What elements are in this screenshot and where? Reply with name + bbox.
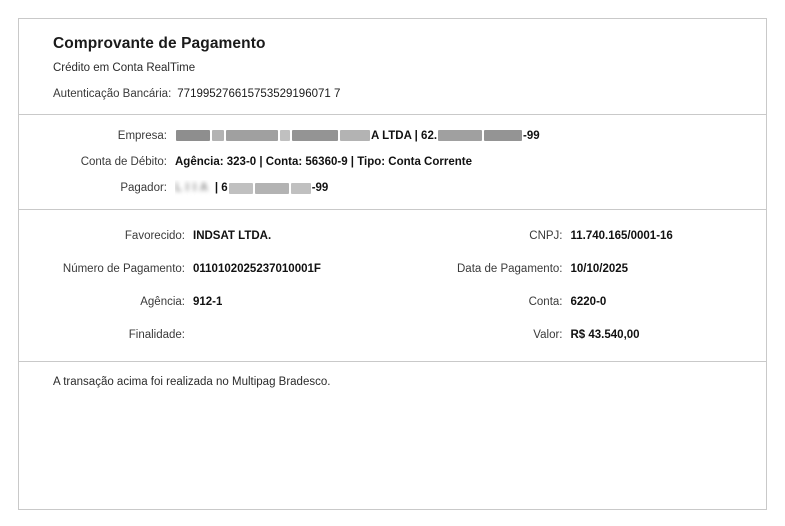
footer-text: A transação acima foi realizada no Multipag Bradesco. [53,376,331,389]
detail-finalidade [37,327,393,343]
empresa-value [175,128,540,144]
redaction-bar [255,183,289,194]
redaction-bar [340,130,370,141]
payment-details-section [19,209,766,361]
conta-debito-label: Conta de Débito: [80,156,167,168]
conta-label: Conta: [528,296,563,309]
pagador-label: Pagador: [120,182,167,195]
agencia-value: 912-1 [193,296,223,309]
numero-pagamento-label: Número de Pagamento: [62,263,185,276]
payment-receipt-card [18,18,767,510]
data-pagamento-label: Data de Pagamento: [457,263,563,276]
favorecido-label: Favorecido: [124,230,185,243]
company-row [37,128,748,144]
receipt-header [19,19,766,114]
redaction-bar [291,183,311,194]
finalidade-label: Finalidade: [128,329,185,342]
authentication-line [53,88,748,100]
authentication-label: Autenticação Bancária: [53,88,172,100]
receipt-subtitle: Crédito em Conta RealTime [53,62,196,74]
receipt-footer [19,361,766,402]
detail-numero-pagamento [37,261,393,277]
cnpj-label: CNPJ: [529,230,563,243]
redaction-bar [438,130,482,141]
redaction-bar [212,130,224,141]
valor-value: R$ 43.540,00 [570,329,640,342]
detail-agencia [37,294,393,310]
empresa-suffix: A LTDA | 62. [371,130,438,142]
pagador-value [175,180,328,196]
page-title: Comprovante de Pagamento [53,35,266,52]
conta-value: 6220-0 [570,296,607,309]
conta-debito-value: Agência: 323-0 | Conta: 56360-9 | Tipo: Conta Corrente [175,156,472,168]
payment-details-grid [37,228,748,343]
redaction-bar [229,183,253,194]
detail-valor [393,327,749,343]
favorecido-value: INDSAT LTDA. [193,230,272,243]
debit-account-row [37,154,748,170]
pagador-mid: | 6 [214,182,228,195]
numero-pagamento-value: 0110102025237010001F [193,263,321,276]
detail-data-pagamento [393,261,749,277]
detail-conta [393,294,749,310]
empresa-label: Empresa: [117,130,167,142]
empresa-suffix2: -99 [523,130,540,142]
payer-row [37,180,748,196]
authentication-value: 771995276615753529196071 7 [177,88,341,100]
redaction-bar [292,130,338,141]
company-section [19,114,766,209]
pagador-suffix: -99 [311,182,329,195]
data-pagamento-value: 10/10/2025 [570,263,629,276]
redaction-bar [226,130,278,141]
redaction-bar [280,130,290,141]
redaction-bar [176,130,210,141]
agencia-label: Agência: [140,296,185,309]
pagador-blurred-name: L I I A [175,182,209,194]
detail-favorecido [37,228,393,244]
valor-label: Valor: [533,329,563,342]
detail-cnpj [393,228,749,244]
cnpj-value: 11.740.165/0001-16 [570,230,673,243]
redaction-bar [484,130,522,141]
